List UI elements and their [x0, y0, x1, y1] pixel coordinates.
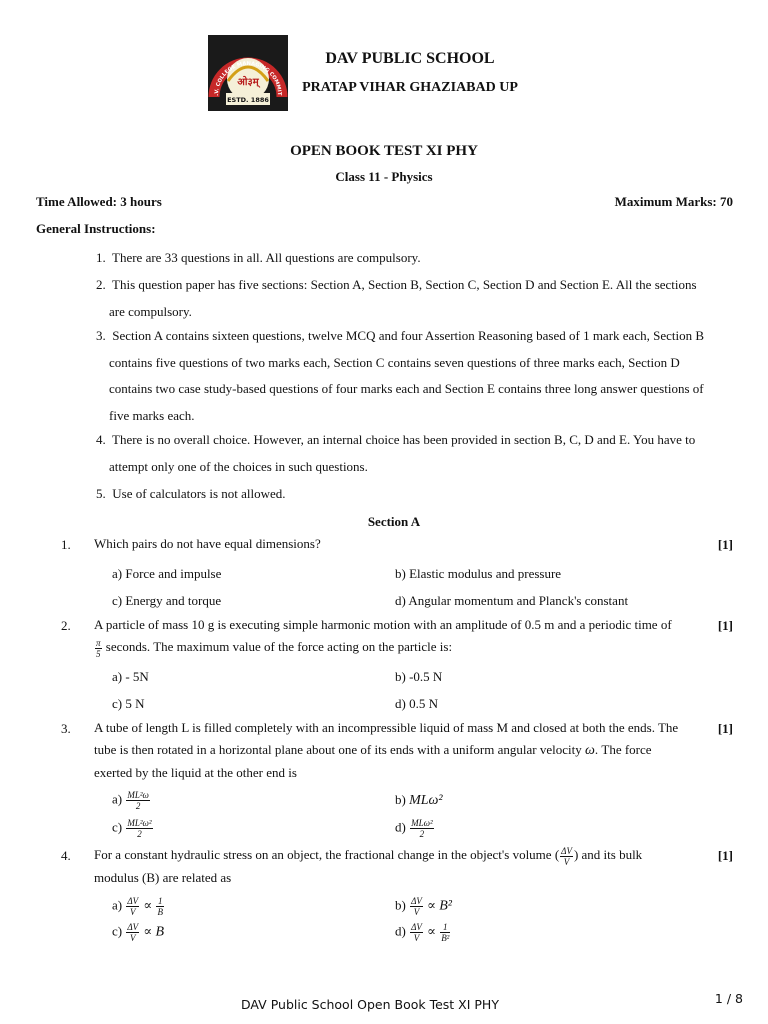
question-text: A particle of mass 10 g is executing simple harmonic motion with an amplitude of 0.5 m and a periodic time of $\frac{\pi}{5}$ seconds. The maximum value of the force acting on the particle is:: [94, 617, 672, 659]
question-mark: [1]: [717, 721, 733, 736]
option-b: b) MLω²: [395, 792, 443, 808]
question-number: 4.: [61, 848, 71, 863]
school-logo: [208, 35, 288, 111]
page-number: 1 / 8: [714, 991, 743, 1006]
option-a: a) $\frac{\Delta V}{V}$ ∝ $\frac{1}{B}$: [112, 896, 163, 917]
logo-emblem-text: ओ३म्: [237, 77, 259, 88]
option-a: a) $\frac{\text{ML²ω}}{2}$: [112, 790, 149, 811]
logo-arc-text: .V. COLLEGE MANAGING COMMIT: [213, 60, 283, 96]
option-a: a) Force and impulse: [112, 566, 222, 581]
school-address: PRATAP VIHAR GHAZIABAD UP: [302, 80, 518, 95]
question-text: For a constant hydraulic stress on an object, the fractional change in the object's volume ( $\frac{\Delta V}{V}$ ) and its bulk modulus (B) are related as: [94, 845, 643, 885]
option-d: d) Angular momentum and Planck's constant: [395, 593, 629, 608]
delta-v-over-v-fraction: $\frac{\Delta V}{V}$: [561, 845, 572, 867]
option-b: b) -0.5 N: [395, 669, 443, 684]
question-mark: [1]: [717, 618, 733, 633]
instruction-item: 4. There is no overall choice. However, an internal choice has been provided in section B, C, D and E. You have to attempt only one of the choices in such questions.: [96, 432, 696, 474]
option-c: c) $\frac{\text{ML²ω²}}{2}$: [112, 818, 152, 839]
option-b: b) $\frac{\Delta V}{V}$ ∝ B²: [395, 896, 452, 917]
option-d-fraction: $\frac{\text{MLω²}}{2}$: [411, 818, 433, 839]
school-name: DAV PUBLIC SCHOOL: [325, 50, 495, 67]
option-a: a) - 5N: [112, 669, 149, 684]
general-instructions-heading: General Instructions:: [36, 221, 156, 236]
question-number: 3.: [61, 721, 71, 736]
option-c: c) $\frac{\Delta V}{V}$ ∝ B: [112, 922, 165, 943]
instruction-item: 3. Section A contains sixteen questions, twelve MCQ and four Assertion Reasoning based of 1 mark each, Section B contains five questions of two marks each, Section C contains seven questions of three marks each, Section D contains two case study-based questions of four marks each and Section E contains three long answer questions of five marks each.: [96, 328, 705, 423]
question-mark: [1]: [717, 537, 733, 552]
time-allowed: Time Allowed: 3 hours: [36, 194, 162, 209]
option-c: c) Energy and torque: [112, 593, 222, 608]
instruction-item: 2. This question paper has five sections: Section A, Section B, Section C, Section D and Section E. All the sections are compulsory.: [96, 277, 697, 319]
footer-title: DAV Public School Open Book Test XI PHY: [241, 997, 499, 1012]
maximum-marks: Maximum Marks: 70: [614, 194, 733, 209]
question-text: Which pairs do not have equal dimensions?: [94, 536, 321, 551]
question-text: A tube of length L is filled completely with an incompressible liquid of mass M and closed at both the ends. The tube is then rotated in a horizontal plane about one of its ends with a uniform angular velocity ω. The force exerted by the liquid at the other end is: [94, 720, 679, 780]
pi-over-5-fraction: $\frac{\pi}{5}$: [96, 637, 101, 659]
option-d: d) 0.5 N: [395, 696, 438, 711]
logo-estd-text: ESTD. 1886: [227, 96, 269, 104]
option-b: b) Elastic modulus and pressure: [395, 566, 562, 581]
class-line: Class 11 - Physics: [335, 169, 433, 184]
instruction-item: 1. There are 33 questions in all. All questions are compulsory.: [96, 250, 421, 265]
test-title: OPEN BOOK TEST XI PHY: [290, 143, 478, 159]
option-d: d) $\frac{\Delta V}{V}$ ∝ $\frac{1}{\text{B²}}$: [395, 922, 450, 943]
question-mark: [1]: [717, 848, 733, 863]
option-d: d) $\frac{\text{MLω²}}{2}$: [395, 818, 433, 839]
question-number: 1.: [61, 537, 71, 552]
option-c-fraction: $\frac{\text{ML²ω²}}{2}$: [127, 818, 152, 839]
option-c: c) 5 N: [112, 696, 145, 711]
option-a-fraction: $\frac{\text{ML²ω}}{2}$: [127, 790, 149, 811]
question-number: 2.: [61, 618, 71, 633]
instruction-item: 5. Use of calculators is not allowed.: [96, 486, 286, 501]
section-heading: Section A: [367, 514, 421, 529]
